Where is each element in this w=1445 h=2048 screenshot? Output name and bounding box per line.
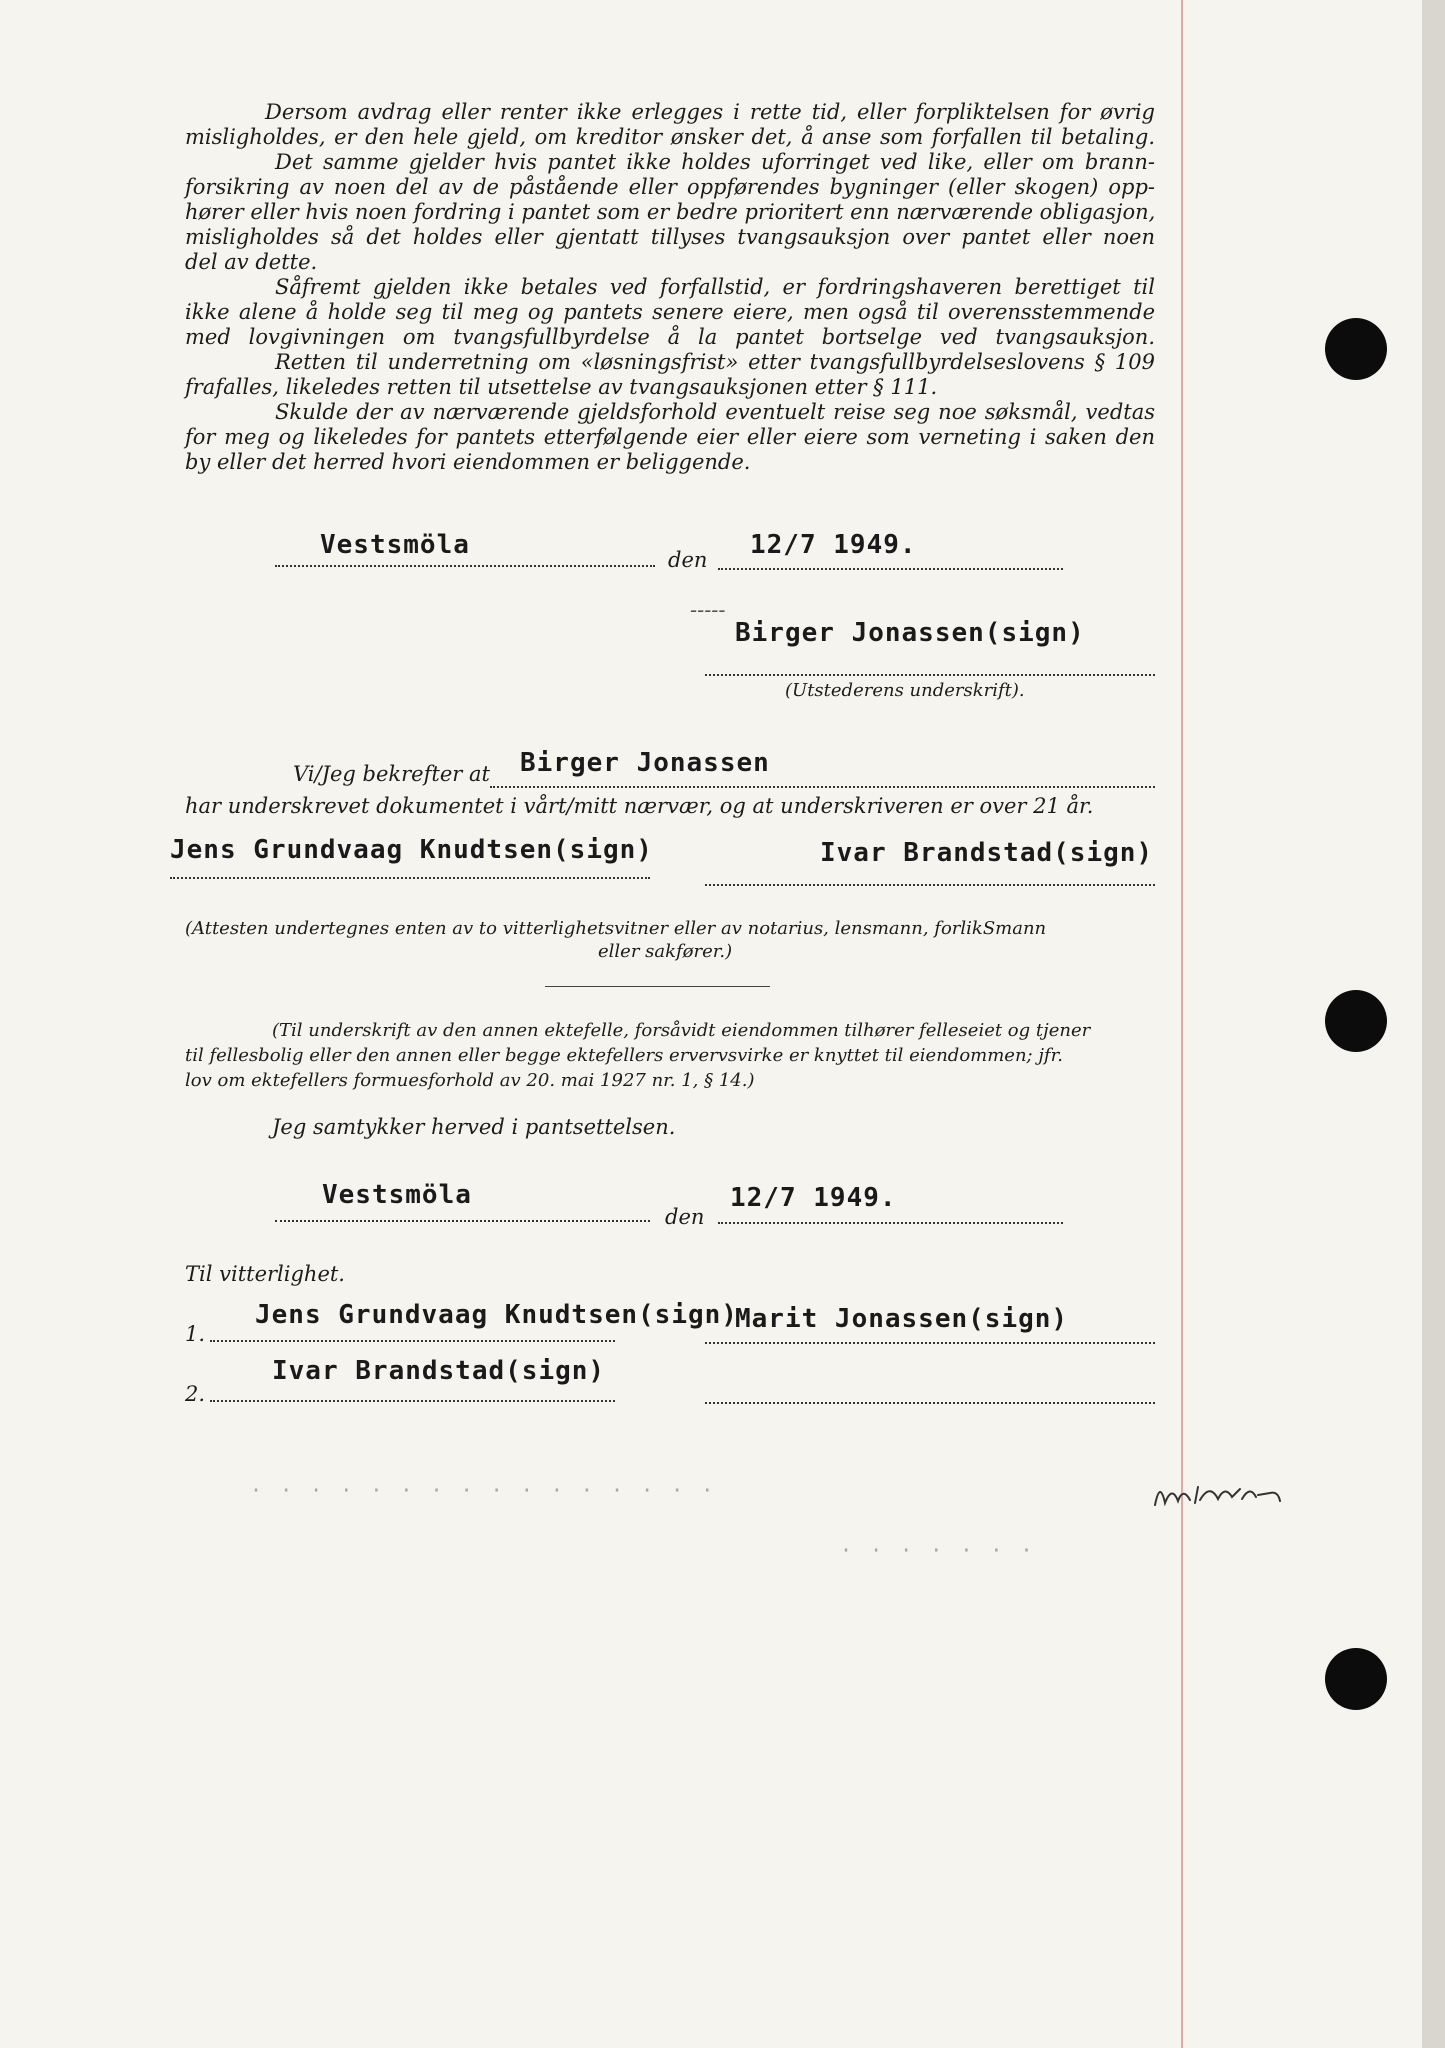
terms-line: frafalles, likeledes retten til utsettelse av tvangsauksjonen etter § 111. [185,375,938,399]
witness-label: Til vitterlighet. [185,1262,345,1286]
den-label-2: den [665,1205,705,1229]
punch-hole-icon [1325,1648,1387,1710]
attest-note-line: (Attesten undertegnes enten av to vitterlighetsvitner eller av notarius, lensmann, forlikSmann [185,918,1047,939]
terms-line: del av dette. [185,250,318,274]
terms-line: Dersom avdrag eller renter ikke erlegges i rette tid, eller forpliktelsen for øvrig [265,100,1155,124]
place-2: Vestsmöla [322,1180,472,1210]
confirmation-name: Birger Jonassen [520,748,770,778]
place-1: Vestsmöla [320,530,470,560]
terms-line: for meg og likeledes for pantets etterfølgende eier eller eiere som verneting i saken den [185,425,1155,449]
handwritten-initials-icon [1150,1475,1300,1515]
punch-hole-icon [1325,318,1387,380]
place-line-1 [275,565,655,567]
consent-text: Jeg samtykker herved i pantsettelsen. [272,1115,676,1139]
witness-1-signature: Jens Grundvaag Knudtsen(sign) [170,835,653,865]
witness-2-line [705,884,1155,886]
confirmation-prefix: Vi/Jeg bekrefter at [293,762,490,786]
spouse-note-line: (Til underskrift av den annen ektefelle, forsåvidt eiendommen tilhører felleseiet og tjener [272,1020,1091,1041]
issuer-signature: Birger Jonassen(sign) [735,618,1085,648]
witness-number-1: 1. [185,1322,206,1346]
margin-rule [1181,0,1183,2048]
issuer-caption: (Utstederens underskrift). [785,680,1025,701]
date-1: 12/7 1949. [750,530,917,560]
punch-hole-icon [1325,990,1387,1052]
blank-signature-line [705,1402,1155,1404]
mortgage-terms [185,100,1155,475]
den-label-1: den [668,548,708,572]
date-line-2 [718,1222,1063,1224]
witness-number-2: 2. [185,1382,206,1406]
dash-mark: ----- [690,598,726,622]
spouse-signature-line [705,1342,1155,1344]
terms-line: forsikring av noen del av de påstående eller oppførendes bygninger (eller skogen) opp- [185,175,1155,199]
terms-line: hører eller hvis noen fordring i pantet som er bedre prioritert enn nærværende obligasjon, [185,200,1156,224]
bleed-through-text: · · · · · · · [840,1538,1036,1562]
spouse-note-line: til fellesbolig eller den annen eller begge ektefellers ervervsvirke er knyttet til eiendommen; jfr. [185,1045,1063,1066]
witness-block-line-2 [210,1400,615,1402]
witness-block-line-1 [210,1340,615,1342]
bleed-through-text: · · · · · · · · · · · · · · · · [250,1478,717,1502]
issuer-signature-line [705,674,1155,676]
terms-line: Retten til underretning om «løsningsfrist» etter tvangsfullbyrdelseslovens § 109 [275,350,1155,374]
witness-1-line [170,877,650,879]
date-line-1 [718,568,1063,570]
witness-block-signature-1: Jens Grundvaag Knudtsen(sign) [255,1300,738,1330]
separator-rule [545,986,770,987]
date-2: 12/7 1949. [730,1183,897,1213]
terms-line: med lovgivningen om tvangsfullbyrdelse å la pantet bortselge ved tvangsauksjon. [185,325,1155,349]
terms-line: by eller det herred hvori eiendommen er beliggende. [185,450,751,474]
attest-note-line: eller sakfører.) [598,941,733,962]
terms-line: Såfremt gjelden ikke betales ved forfallstid, er fordringshaveren berettiget til [275,275,1155,299]
confirmation-text: har underskrevet dokumentet i vårt/mitt nærvær, og at underskriveren er over 21 år. [185,794,1094,818]
spouse-note-line: lov om ektefellers formuesforhold av 20. mai 1927 nr. 1, § 14.) [185,1070,755,1091]
place-line-2 [275,1220,650,1222]
terms-line: Skulde der av nærværende gjeldsforhold eventuelt reise seg noe søksmål, vedtas [275,400,1155,424]
witness-block-signature-2: Ivar Brandstad(sign) [272,1356,606,1386]
terms-line: misligholdes så det holdes eller gjentatt tillyses tvangsauksjon over pantet eller noen [185,225,1155,249]
witness-2-signature: Ivar Brandstad(sign) [820,838,1154,868]
terms-line: misligholdes, er den hele gjeld, om kreditor ønsker det, å anse som forfallen til betaling. [185,125,1155,149]
spouse-signature: Marit Jonassen(sign) [735,1304,1069,1334]
terms-line: ikke alene å holde seg til meg og pantets senere eiere, men også til overensstemmende [185,300,1155,324]
confirmation-line [490,786,1155,788]
terms-line: Det samme gjelder hvis pantet ikke holdes uforringet ved like, eller om brann- [275,150,1155,174]
